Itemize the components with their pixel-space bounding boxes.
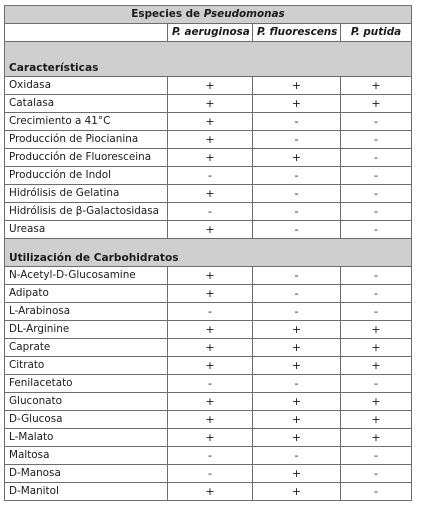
row-label: Crecimiento a 41°C bbox=[5, 113, 168, 131]
table-body bbox=[5, 42, 412, 501]
table-row bbox=[5, 429, 412, 447]
result-cell: - bbox=[341, 203, 412, 221]
result-cell: + bbox=[168, 321, 253, 339]
result-cell: - bbox=[341, 149, 412, 167]
header-p-putida: P. putida bbox=[341, 24, 412, 42]
row-label: Ureasa bbox=[5, 221, 168, 239]
result-cell: + bbox=[168, 221, 253, 239]
table-row bbox=[5, 339, 412, 357]
table-row bbox=[5, 411, 412, 429]
table-row bbox=[5, 285, 412, 303]
result-cell: - bbox=[341, 285, 412, 303]
row-label: Producción de Indol bbox=[5, 167, 168, 185]
result-cell: - bbox=[341, 375, 412, 393]
result-cell: + bbox=[168, 393, 253, 411]
result-cell: - bbox=[168, 465, 253, 483]
result-cell: + bbox=[168, 131, 253, 149]
table-row bbox=[5, 375, 412, 393]
pseudomonas-table-container bbox=[4, 5, 411, 501]
row-label: Caprate bbox=[5, 339, 168, 357]
table-row bbox=[5, 303, 412, 321]
result-cell: - bbox=[168, 447, 253, 465]
result-cell: - bbox=[253, 185, 341, 203]
row-label: Producción de Fluoresceina bbox=[5, 149, 168, 167]
row-label: D-Manosa bbox=[5, 465, 168, 483]
result-cell: - bbox=[253, 131, 341, 149]
table-title bbox=[5, 6, 412, 24]
row-label: Fenilacetato bbox=[5, 375, 168, 393]
result-cell: + bbox=[253, 411, 341, 429]
table-title-prefix: Especies de bbox=[131, 8, 204, 20]
pseudomonas-species-table bbox=[4, 5, 412, 501]
result-cell: + bbox=[168, 429, 253, 447]
row-label: D-Glucosa bbox=[5, 411, 168, 429]
table-title-genus: Pseudomonas bbox=[203, 8, 285, 20]
row-label: DL-Arginine bbox=[5, 321, 168, 339]
table-row bbox=[5, 185, 412, 203]
table-row bbox=[5, 321, 412, 339]
table-row bbox=[5, 113, 412, 131]
table-row bbox=[5, 267, 412, 285]
result-cell: - bbox=[341, 113, 412, 131]
result-cell: + bbox=[341, 429, 412, 447]
result-cell: - bbox=[341, 131, 412, 149]
table-row bbox=[5, 357, 412, 375]
result-cell: - bbox=[253, 221, 341, 239]
row-label: D-Manitol bbox=[5, 483, 168, 501]
result-cell: + bbox=[341, 339, 412, 357]
result-cell: - bbox=[168, 303, 253, 321]
result-cell: + bbox=[253, 321, 341, 339]
row-label: Oxidasa bbox=[5, 77, 168, 95]
result-cell: - bbox=[341, 185, 412, 203]
result-cell: + bbox=[341, 357, 412, 375]
result-cell: + bbox=[168, 483, 253, 501]
result-cell: + bbox=[253, 429, 341, 447]
header-p-aeruginosa: P. aeruginosa bbox=[168, 24, 253, 42]
table-row bbox=[5, 393, 412, 411]
result-cell: - bbox=[341, 221, 412, 239]
result-cell: + bbox=[168, 95, 253, 113]
row-label: L-Arabinosa bbox=[5, 303, 168, 321]
table-row bbox=[5, 95, 412, 113]
result-cell: + bbox=[253, 393, 341, 411]
row-label: Catalasa bbox=[5, 95, 168, 113]
result-cell: - bbox=[341, 447, 412, 465]
row-label: Adipato bbox=[5, 285, 168, 303]
table-row bbox=[5, 483, 412, 501]
table-row bbox=[5, 131, 412, 149]
table-row bbox=[5, 149, 412, 167]
table-row bbox=[5, 77, 412, 95]
result-cell: + bbox=[168, 149, 253, 167]
table-row bbox=[5, 203, 412, 221]
table-row bbox=[5, 465, 412, 483]
result-cell: + bbox=[341, 411, 412, 429]
result-cell: - bbox=[168, 375, 253, 393]
result-cell: + bbox=[168, 267, 253, 285]
result-cell: + bbox=[341, 77, 412, 95]
table-row bbox=[5, 167, 412, 185]
table-title-row bbox=[5, 6, 412, 24]
header-blank-cell bbox=[5, 24, 168, 42]
result-cell: + bbox=[341, 393, 412, 411]
result-cell: - bbox=[253, 267, 341, 285]
row-label: Hidrólisis de Gelatina bbox=[5, 185, 168, 203]
result-cell: + bbox=[253, 483, 341, 501]
result-cell: + bbox=[253, 339, 341, 357]
result-cell: - bbox=[168, 203, 253, 221]
result-cell: + bbox=[253, 77, 341, 95]
result-cell: + bbox=[341, 321, 412, 339]
section-title: Utilización de Carbohidratos bbox=[5, 239, 412, 267]
table-row bbox=[5, 221, 412, 239]
result-cell: - bbox=[253, 113, 341, 131]
result-cell: - bbox=[341, 483, 412, 501]
result-cell: + bbox=[168, 113, 253, 131]
result-cell: - bbox=[341, 267, 412, 285]
result-cell: - bbox=[253, 203, 341, 221]
row-label: L-Malato bbox=[5, 429, 168, 447]
result-cell: + bbox=[253, 357, 341, 375]
result-cell: + bbox=[168, 185, 253, 203]
result-cell: + bbox=[168, 411, 253, 429]
result-cell: + bbox=[168, 285, 253, 303]
result-cell: + bbox=[168, 339, 253, 357]
section-title: Características bbox=[5, 42, 412, 77]
result-cell: + bbox=[168, 357, 253, 375]
result-cell: + bbox=[253, 465, 341, 483]
result-cell: - bbox=[253, 167, 341, 185]
result-cell: - bbox=[341, 303, 412, 321]
result-cell: - bbox=[341, 465, 412, 483]
row-label: Maltosa bbox=[5, 447, 168, 465]
result-cell: + bbox=[253, 149, 341, 167]
species-header-row bbox=[5, 24, 412, 42]
result-cell: - bbox=[253, 447, 341, 465]
row-label: Citrato bbox=[5, 357, 168, 375]
row-label: Producción de Piocianina bbox=[5, 131, 168, 149]
row-label: N-Acetyl-D-Glucosamine bbox=[5, 267, 168, 285]
row-label: Gluconato bbox=[5, 393, 168, 411]
result-cell: - bbox=[253, 303, 341, 321]
result-cell: + bbox=[341, 95, 412, 113]
result-cell: + bbox=[253, 95, 341, 113]
result-cell: - bbox=[253, 285, 341, 303]
result-cell: + bbox=[168, 77, 253, 95]
section-row bbox=[5, 239, 412, 267]
section-row bbox=[5, 42, 412, 77]
row-label: Hidrólisis de β-Galactosidasa bbox=[5, 203, 168, 221]
result-cell: - bbox=[341, 167, 412, 185]
result-cell: - bbox=[168, 167, 253, 185]
table-row bbox=[5, 447, 412, 465]
header-p-fluorescens: P. fluorescens bbox=[253, 24, 341, 42]
result-cell: - bbox=[253, 375, 341, 393]
